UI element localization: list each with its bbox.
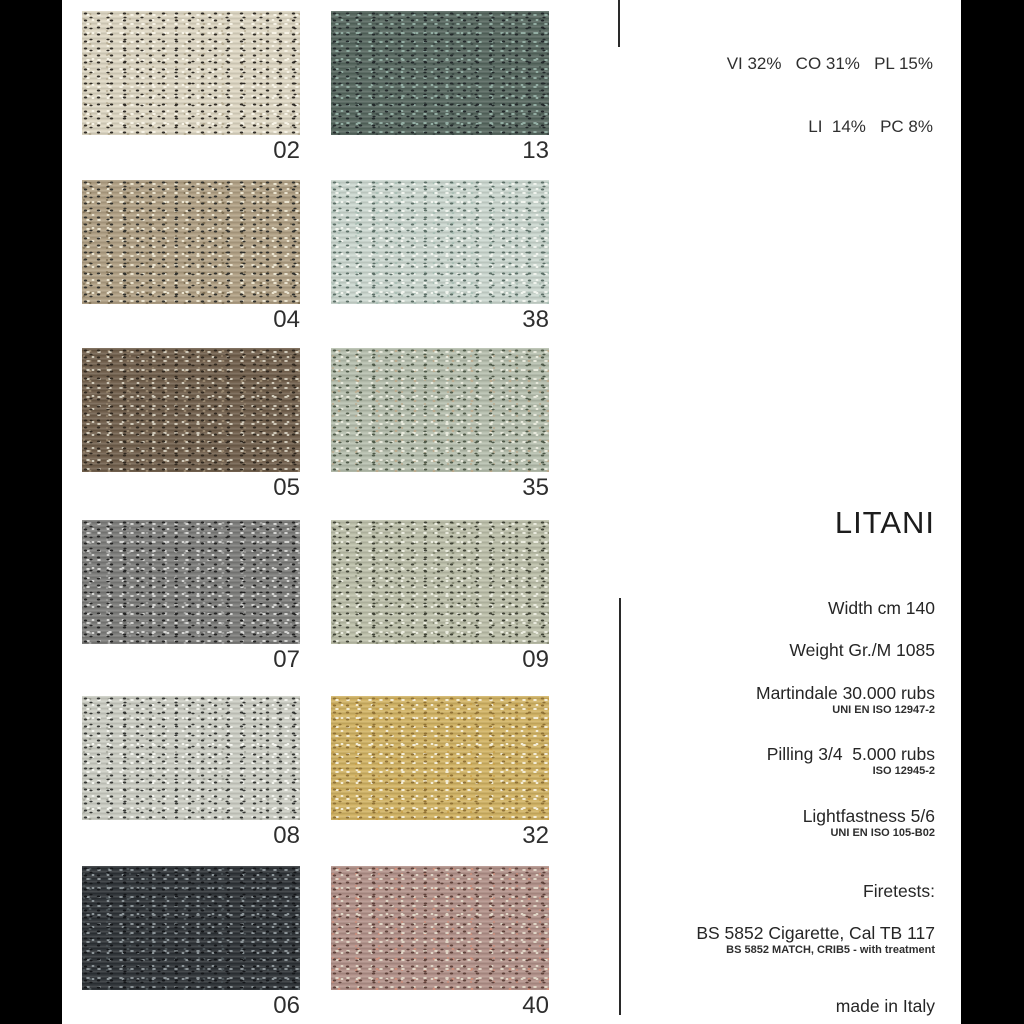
spec-item-firetest-standards — [696, 923, 935, 956]
specs-divider-line — [619, 598, 621, 1015]
swatch-cell-09 — [331, 520, 549, 673]
swatch-cell-06 — [82, 866, 300, 1019]
spec-text: Lightfastness 5/6 — [802, 806, 935, 826]
fabric-swatch-02 — [82, 11, 300, 135]
spec-text: Width cm 140 — [828, 598, 935, 618]
spec-text: Weight Gr./M 1085 — [789, 640, 935, 660]
spec-item-martindale — [756, 683, 935, 716]
swatch-cell-38 — [331, 180, 549, 333]
swatch-cell-40 — [331, 866, 549, 1019]
spec-standard: BS 5852 MATCH, CRIB5 - with treatment — [726, 944, 935, 956]
fabric-swatch-40 — [331, 866, 549, 990]
spec-item-firetests — [863, 881, 935, 902]
swatch-code-label: 40 — [522, 992, 549, 1019]
fabric-swatch-35 — [331, 348, 549, 472]
swatch-cell-13 — [331, 11, 549, 164]
swatch-cell-35 — [331, 348, 549, 501]
top-divider-line — [618, 0, 620, 47]
fabric-swatch-06 — [82, 866, 300, 990]
made-in-italy-label — [836, 996, 935, 1017]
swatch-cell-05 — [82, 348, 300, 501]
swatch-code-label: 35 — [522, 474, 549, 501]
swatch-code-label: 05 — [273, 474, 300, 501]
spec-text: Pilling 3/4 5.000 rubs — [766, 744, 935, 764]
right-black-band — [961, 0, 1024, 1024]
fabric-swatch-08 — [82, 696, 300, 820]
spec-item-lightfastness — [803, 806, 935, 839]
swatch-code-label: 04 — [273, 306, 300, 333]
swatch-cell-08 — [82, 696, 300, 849]
spec-text: Firetests: — [863, 881, 935, 901]
swatch-cell-02 — [82, 11, 300, 164]
swatch-code-label: 06 — [273, 992, 300, 1019]
spec-text: made in Italy — [835, 996, 935, 1016]
swatch-cell-07 — [82, 520, 300, 673]
fabric-swatch-05 — [82, 348, 300, 472]
swatch-code-label: 38 — [522, 306, 549, 333]
fabric-swatch-32 — [331, 696, 549, 820]
swatch-cell-32 — [331, 696, 549, 849]
spec-item-width — [828, 598, 935, 619]
swatch-code-label: 13 — [522, 137, 549, 164]
swatch-code-label: 02 — [273, 137, 300, 164]
composition-line-1: VI 32% CO 31% PL 15% — [726, 54, 933, 73]
spec-item-weight — [789, 640, 935, 661]
spec-standard: UNI EN ISO 12947-2 — [832, 704, 935, 716]
swatch-code-label: 07 — [273, 646, 300, 673]
swatch-cell-04 — [82, 180, 300, 333]
swatch-code-label: 32 — [522, 822, 549, 849]
fabric-swatch-07 — [82, 520, 300, 644]
spec-standard: ISO 12945-2 — [872, 765, 935, 777]
fabric-swatch-38 — [331, 180, 549, 304]
left-black-band — [0, 0, 62, 1024]
spec-text: BS 5852 Cigarette, Cal TB 117 — [696, 923, 935, 943]
spec-text: Martindale 30.000 rubs — [756, 683, 935, 703]
fabric-swatch-13 — [331, 11, 549, 135]
swatch-code-label: 08 — [273, 822, 300, 849]
spec-standard: UNI EN ISO 105-B02 — [830, 827, 935, 839]
fabric-name-title: LITANI — [834, 505, 935, 540]
fabric-swatch-04 — [82, 180, 300, 304]
swatch-code-label: 09 — [522, 646, 549, 673]
spec-item-pilling — [767, 744, 935, 777]
composition-line-2: LI 14% PC 8% — [808, 117, 933, 136]
fabric-swatch-09 — [331, 520, 549, 644]
composition-block — [727, 11, 933, 158]
